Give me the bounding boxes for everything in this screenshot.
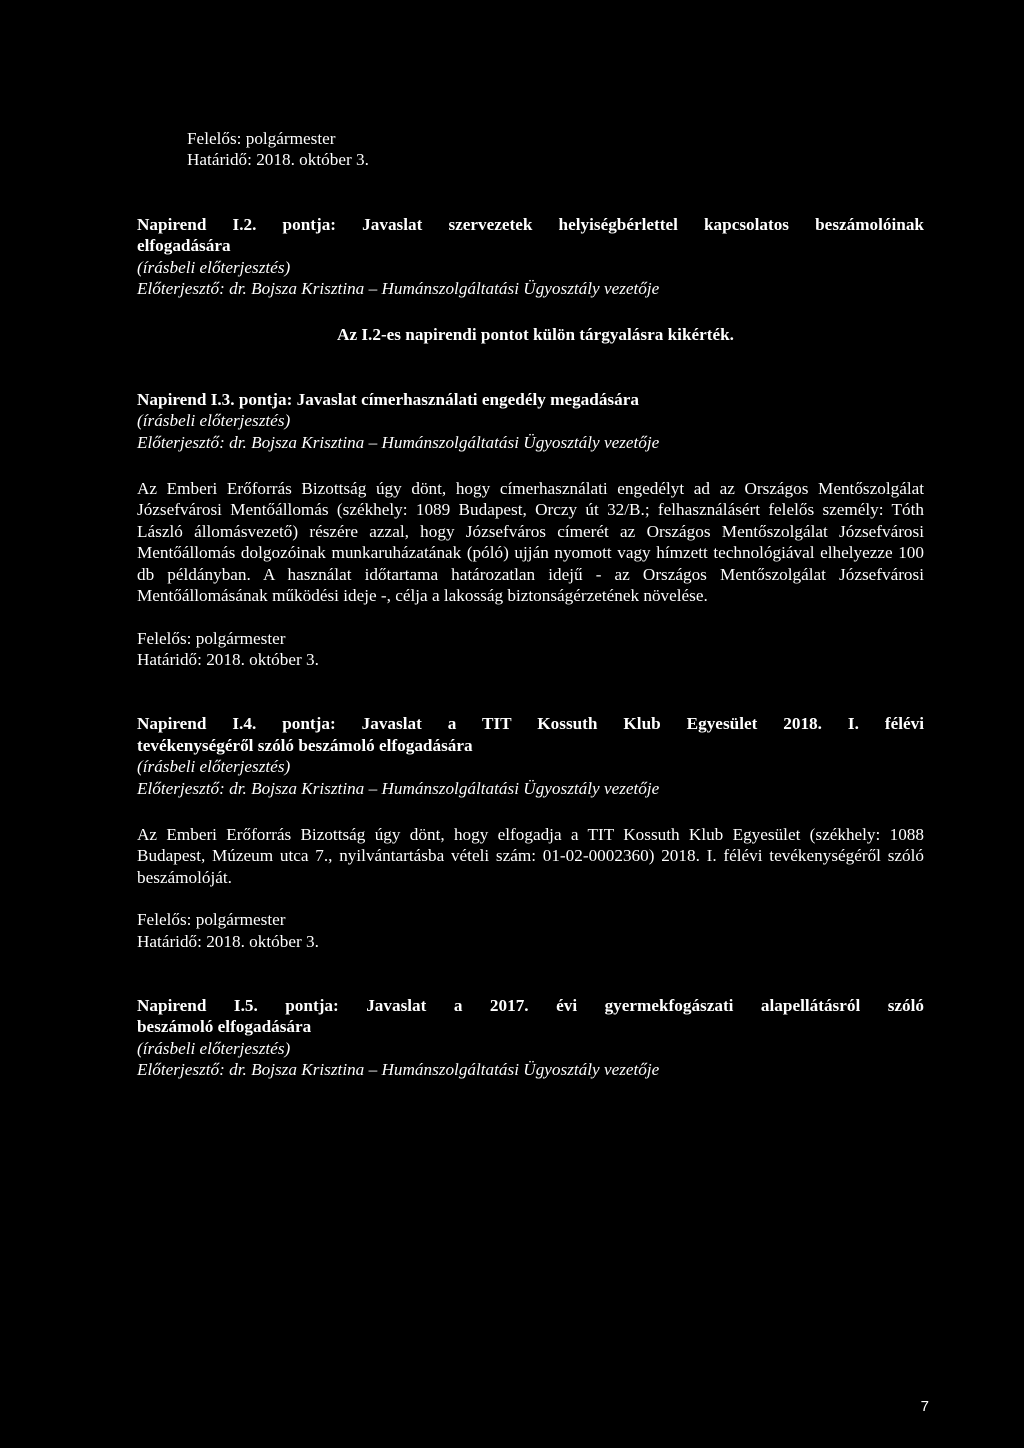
agenda-title-line1: Napirend I.4. pontja: Javaslat a TIT Kossuth Klub Egyesület 2018. I. félévi: [137, 714, 924, 734]
submission-type: (írásbeli előterjesztés): [137, 257, 291, 277]
agenda-title-line1: Napirend I.2. pontja: Javaslat szervezetek helyiségbérlettel kapcsolatos beszámolóinak: [137, 214, 924, 234]
decision-text: Az Emberi Erőforrás Bizottság úgy dönt, hogy elfogadja a TIT Kossuth Klub Egyesület (székhely: 1088 Budapest, Múzeum utca 7., nyilvántartásba vételi szám: 01-02-0002360) 2018. I. félévi tevékenységéről szóló beszámolóját.: [137, 824, 924, 887]
agenda-item-i5: [137, 995, 924, 1081]
agenda-title-line1: Napirend I.3. pontja: Javaslat címerhasználati engedély megadására: [137, 389, 639, 409]
presenter-line: Előterjesztő: dr. Bojsza Krisztina – Humánszolgáltatási Ügyosztály vezetője: [137, 778, 660, 798]
presenter-line: Előterjesztő: dr. Bojsza Krisztina – Humánszolgáltatási Ügyosztály vezetője: [137, 279, 660, 299]
submission-type: (írásbeli előterjesztés): [137, 411, 291, 431]
deadline-line: Határidő: 2018. október 3.: [137, 931, 319, 951]
deadline-line: Határidő: 2018. október 3.: [187, 150, 369, 170]
agenda-title-line2: beszámoló elfogadására: [137, 1017, 312, 1037]
submission-type: (írásbeli előterjesztés): [137, 1038, 291, 1058]
document-page: [137, 128, 924, 1081]
submission-type: (írásbeli előterjesztés): [137, 757, 291, 777]
agenda-title-line2: tevékenységéről szóló beszámoló elfogadására: [137, 735, 473, 755]
responsible-line: Felelős: polgármester: [137, 910, 286, 930]
page-number: 7: [920, 1398, 929, 1415]
presenter-line: Előterjesztő: dr. Bojsza Krisztina – Humánszolgáltatási Ügyosztály vezetője: [137, 1060, 660, 1080]
responsible-line: Felelős: polgármester: [137, 628, 286, 648]
agenda-item-i4: [137, 713, 924, 952]
agenda-title-line1: Napirend I.5. pontja: Javaslat a 2017. évi gyermekfogászati alapellátásról szóló: [137, 995, 924, 1015]
top-responsibility-block: [187, 128, 924, 171]
decision-text: Az Emberi Erőforrás Bizottság úgy dönt, hogy címerhasználati engedélyt ad az Országos Mentőszolgálat Józsefvárosi Mentőállomás (székhely: 1089 Budapest, Orczy út 32/B.; felhasználásért felelős személy: Tóth László állomásvezető) részére azzal, hogy Józsefváros címerét az Országos Mentőszolgálat Józsefvárosi Mentőállomás dolgozóinak munkaruházatának (póló) ujján nyomott vagy hímzett technológiával elhelyezze 100 db példányban. A használat időtartama határozatlan idejű - az Országos Mentőszolgálat Józsefvárosi Mentőállomásának működési ideje -, célja a lakosság biztonságérzetének növelése.: [137, 479, 924, 606]
separate-discussion-note: Az I.2-es napirendi pontot külön tárgyalásra kikérték.: [337, 325, 734, 345]
responsible-line: Felelős: polgármester: [187, 129, 336, 148]
deadline-line: Határidő: 2018. október 3.: [137, 649, 319, 669]
agenda-item-i2: [137, 214, 924, 346]
agenda-title-line2: elfogadására: [137, 236, 231, 256]
agenda-item-i3: [137, 389, 924, 670]
presenter-line: Előterjesztő: dr. Bojsza Krisztina – Humánszolgáltatási Ügyosztály vezetője: [137, 432, 660, 452]
